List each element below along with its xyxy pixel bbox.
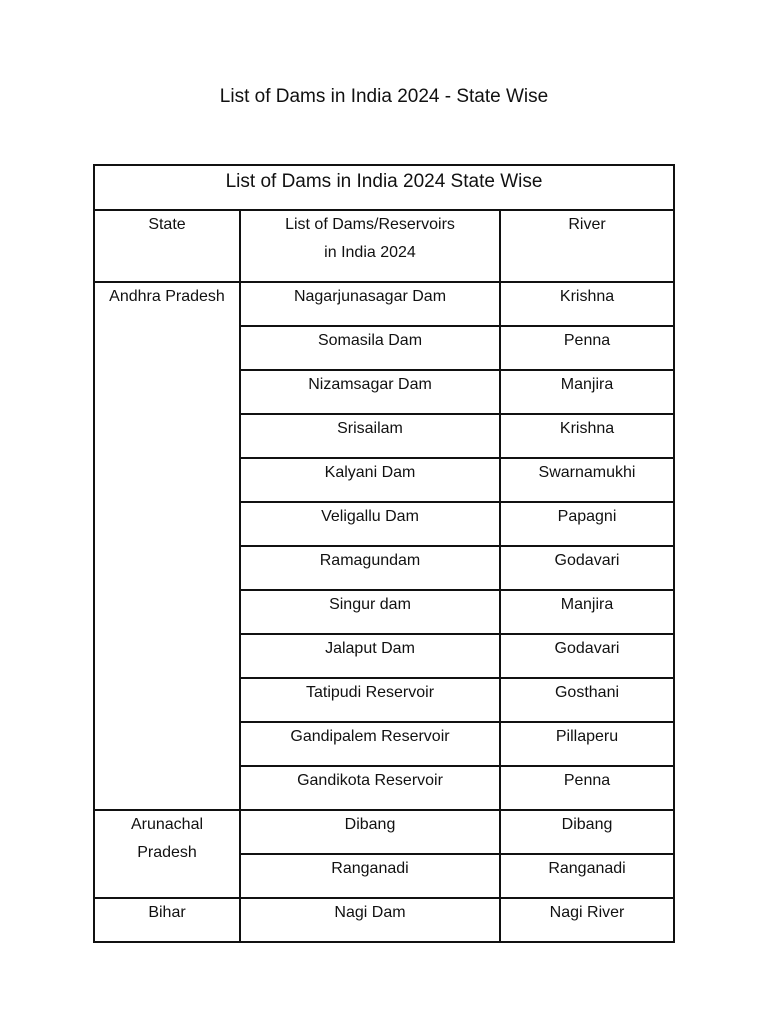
dam-cell: Tatipudi Reservoir: [240, 678, 500, 722]
dam-cell: Gandikota Reservoir: [240, 766, 500, 810]
dam-cell: Jalaput Dam: [240, 634, 500, 678]
dam-cell: Nagi Dam: [240, 898, 500, 942]
dam-cell: Ranganadi: [240, 854, 500, 898]
dam-cell: Somasila Dam: [240, 326, 500, 370]
river-cell: Nagi River: [500, 898, 674, 942]
river-cell: Manjira: [500, 590, 674, 634]
dam-cell: Nagarjunasagar Dam: [240, 282, 500, 326]
header-river: River: [500, 210, 674, 282]
river-cell: Papagni: [500, 502, 674, 546]
river-cell: Penna: [500, 766, 674, 810]
river-cell: Ranganadi: [500, 854, 674, 898]
table-row: [94, 810, 674, 854]
dam-cell: Srisailam: [240, 414, 500, 458]
dam-cell: Singur dam: [240, 590, 500, 634]
dam-cell: Dibang: [240, 810, 500, 854]
dam-cell: Kalyani Dam: [240, 458, 500, 502]
dam-cell: Nizamsagar Dam: [240, 370, 500, 414]
header-state: State: [94, 210, 240, 282]
header-dams: List of Dams/Reservoirs in India 2024: [240, 210, 500, 282]
river-cell: Krishna: [500, 414, 674, 458]
table-caption: List of Dams in India 2024 State Wise: [94, 165, 674, 210]
page-title: List of Dams in India 2024 - State Wise: [219, 86, 549, 107]
table-header-row: [94, 210, 674, 282]
river-cell: Krishna: [500, 282, 674, 326]
table-row: [94, 898, 674, 942]
river-cell: Penna: [500, 326, 674, 370]
state-cell: Arunachal Pradesh: [94, 810, 240, 898]
river-cell: Gosthani: [500, 678, 674, 722]
dam-cell: Gandipalem Reservoir: [240, 722, 500, 766]
river-cell: Swarnamukhi: [500, 458, 674, 502]
table-row: [94, 282, 674, 326]
river-cell: Manjira: [500, 370, 674, 414]
river-cell: Godavari: [500, 634, 674, 678]
dams-table: [93, 164, 675, 943]
river-cell: Godavari: [500, 546, 674, 590]
dam-cell: Ramagundam: [240, 546, 500, 590]
river-cell: Pillaperu: [500, 722, 674, 766]
state-cell: Andhra Pradesh: [94, 282, 240, 810]
state-cell: Bihar: [94, 898, 240, 942]
river-cell: Dibang: [500, 810, 674, 854]
dam-cell: Veligallu Dam: [240, 502, 500, 546]
